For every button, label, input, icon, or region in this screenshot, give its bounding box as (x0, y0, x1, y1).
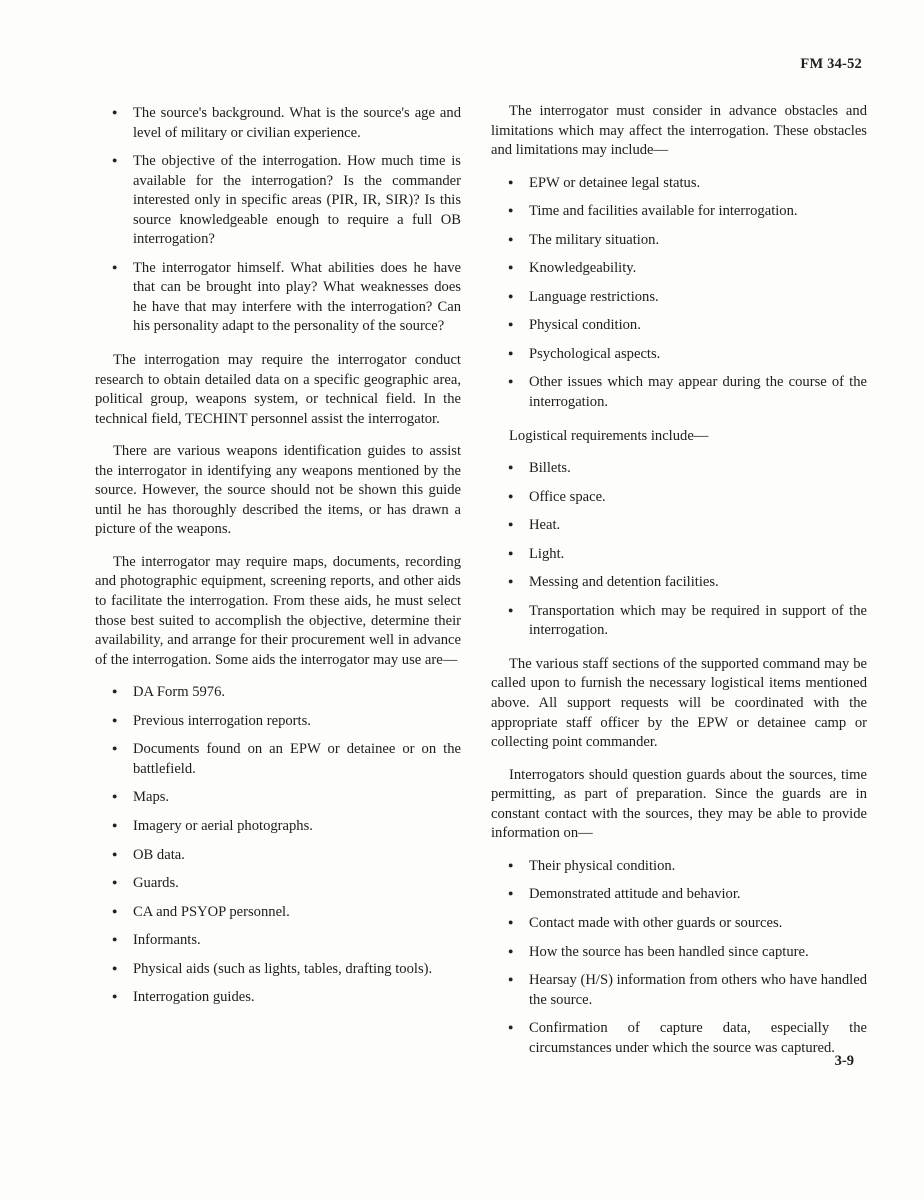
bullet-text: Imagery or aerial photographs. (133, 817, 313, 834)
bullet-text: Physical aids (such as lights, tables, drafting tools). (133, 960, 433, 977)
bullet-text: Light. (529, 545, 565, 562)
bullet-text: Their physical condition. (529, 857, 676, 874)
bullet-item (508, 202, 867, 222)
bullet-item (508, 174, 867, 194)
bullet-text: Documents found on an EPW or detainee or on the battlefield. (133, 741, 461, 777)
bullet-text: EPW or detainee legal status. (529, 174, 701, 191)
bullet-item (508, 602, 867, 641)
bullet-text: Physical condition. (529, 317, 641, 334)
bullet-list (95, 683, 461, 1008)
bullet-text: The source's background. What is the source's age and level of military or civilian experience. (133, 105, 461, 141)
bullet-icon: ● (112, 934, 118, 945)
bullet-item (112, 960, 461, 980)
bullet-icon: ● (508, 233, 514, 244)
bullet-item (508, 914, 867, 934)
bullet-item (112, 259, 461, 337)
bullet-icon: ● (508, 290, 514, 301)
left-column (95, 102, 461, 1072)
bullet-icon: ● (112, 905, 118, 916)
bullet-text: Heat. (529, 517, 561, 534)
bullet-item (112, 931, 461, 951)
paragraph: Logistical requirements include— (509, 427, 709, 444)
paragraph: There are various weapons identification guides to assist the interrogator in identifying any weapons mentioned by the source. However, the source should not be shown this guide until he has thoroughly described the items, or has drawn a picture of the weapons. (95, 443, 461, 538)
bullet-text: Interrogation guides. (133, 989, 255, 1006)
bullet-item (508, 573, 867, 593)
bullet-item (508, 943, 867, 963)
bullet-icon: ● (508, 604, 514, 615)
bullet-icon: ● (508, 519, 514, 530)
bullet-text: The interrogator himself. What abilities does he have that can be brought into play? What weaknesses does he have that may interfere with the interrogation? Can his personality adapt to the personality of the source? (133, 259, 461, 335)
bullet-icon: ● (508, 319, 514, 330)
bullet-item (508, 885, 867, 905)
bullet-item (112, 846, 461, 866)
bullet-icon: ● (112, 877, 118, 888)
bullet-text: The military situation. (529, 231, 660, 248)
bullet-item (508, 231, 867, 251)
bullet-icon: ● (112, 261, 118, 272)
bullet-icon: ● (508, 176, 514, 187)
bullet-item (112, 874, 461, 894)
two-column-body (95, 102, 867, 1072)
bullet-item (508, 488, 867, 508)
bullet-icon: ● (508, 490, 514, 501)
bullet-text: Messing and detention facilities. (529, 574, 719, 591)
bullet-icon: ● (508, 888, 514, 899)
bullet-text: How the source has been handled since capture. (529, 943, 809, 960)
bullet-text: Transportation which may be required in support of the interrogation. (529, 602, 867, 639)
bullet-item (112, 683, 461, 703)
bullet-icon: ● (112, 848, 118, 859)
bullet-item (508, 373, 867, 412)
bullet-icon: ● (112, 686, 118, 697)
bullet-icon: ● (508, 347, 514, 358)
bullet-text: OB data. (133, 846, 185, 863)
bullet-text: Language restrictions. (529, 288, 659, 305)
bullet-item (508, 316, 867, 336)
bullet-icon: ● (112, 962, 118, 973)
bullet-item (508, 459, 867, 479)
bullet-icon: ● (508, 974, 514, 985)
paragraph: The interrogator must consider in advance obstacles and limitations which may affect the interrogation. These obstacles and limitations may include— (491, 103, 867, 159)
bullet-item (112, 104, 461, 143)
bullet-text: CA and PSYOP personnel. (133, 903, 290, 920)
bullet-icon: ● (508, 945, 514, 956)
paragraph: Interrogators should question guards about the sources, time permitting, as part of preparation. Since the guards are in constant contact with the sources, they may be able to provide information on— (491, 766, 867, 842)
bullet-icon: ● (508, 262, 514, 273)
bullet-text: Billets. (529, 460, 571, 477)
bullet-item (508, 1019, 867, 1058)
bullet-text: Informants. (133, 932, 201, 949)
paragraph: The various staff sections of the supported command may be called upon to furnish the necessary logistical items mentioned above. All support requests will be coordinated with the appropriate staff officer by the EPW or detainee camp or collecting point commander. (491, 655, 867, 751)
bullet-icon: ● (112, 107, 118, 117)
bullet-item (112, 988, 461, 1008)
bullet-icon: ● (112, 714, 118, 725)
document-header: FM 34-52 (800, 56, 862, 72)
bullet-text: Confirmation of capture data, especially the circumstances under which the source was captured. (529, 1020, 867, 1056)
bullet-item (112, 152, 461, 250)
page-number: 3-9 (834, 1052, 854, 1069)
bullet-icon: ● (508, 547, 514, 558)
paragraph: The interrogator may require maps, documents, recording and photographic equipment, screening reports, and other aids to facilitate the interrogation. From these aids, he must select those best suited to accomplish the objective, determine their availability, and arrange for their procurement well in advance of the interrogation. Some aids the interrogator may use are— (95, 553, 461, 668)
bullet-text: Psychological aspects. (529, 345, 661, 362)
bullet-list (491, 459, 867, 641)
bullet-item (112, 817, 461, 837)
bullet-text: Knowledgeability. (529, 260, 637, 277)
bullet-item (112, 903, 461, 923)
bullet-text: DA Form 5976. (133, 684, 226, 701)
bullet-text: Time and facilities available for interrogation. (529, 203, 798, 220)
bullet-icon: ● (508, 916, 514, 927)
bullet-text: Maps. (133, 789, 170, 806)
bullet-text: Hearsay (H/S) information from others who have handled the source. (529, 972, 867, 1008)
bullet-text: Office space. (529, 488, 606, 505)
bullet-list (491, 174, 867, 413)
bullet-icon: ● (112, 743, 118, 754)
bullet-item (112, 788, 461, 808)
bullet-item (508, 516, 867, 536)
bullet-text: Previous interrogation reports. (133, 712, 311, 729)
bullet-text: Other issues which may appear during the course of the interrogation. (529, 374, 867, 411)
bullet-icon: ● (508, 576, 514, 587)
bullet-item (508, 345, 867, 365)
bullet-text: Contact made with other guards or sources. (529, 914, 783, 931)
right-column (491, 102, 867, 1072)
bullet-text: The objective of the interrogation. How much time is available for the interrogation? Is the commander interested only in specific areas (PIR, IR, SIR)? Is this source knowledgeable enough to require a full OB interrogation? (133, 153, 461, 248)
bullet-text: Demonstrated attitude and behavior. (529, 886, 741, 903)
bullet-list (95, 104, 461, 337)
bullet-icon: ● (508, 376, 514, 387)
bullet-item (508, 545, 867, 565)
bullet-icon: ● (112, 155, 118, 166)
bullet-item (508, 259, 867, 279)
bullet-icon: ● (508, 859, 514, 870)
bullet-icon: ● (112, 819, 118, 830)
bullet-icon: ● (112, 991, 118, 1002)
bullet-text: Guards. (133, 875, 179, 892)
bullet-icon: ● (508, 1022, 514, 1033)
bullet-item (508, 971, 867, 1010)
bullet-item (112, 740, 461, 779)
bullet-list (491, 857, 867, 1058)
bullet-item (508, 288, 867, 308)
bullet-icon: ● (112, 791, 118, 802)
paragraph: The interrogation may require the interrogator conduct research to obtain detailed data on a specific geographic area, political group, weapons system, or technical field. In the technical field, TECHINT personnel assist the interrogator. (95, 352, 461, 427)
bullet-icon: ● (508, 462, 514, 473)
bullet-item (112, 712, 461, 732)
bullet-icon: ● (508, 205, 514, 216)
bullet-item (508, 857, 867, 877)
